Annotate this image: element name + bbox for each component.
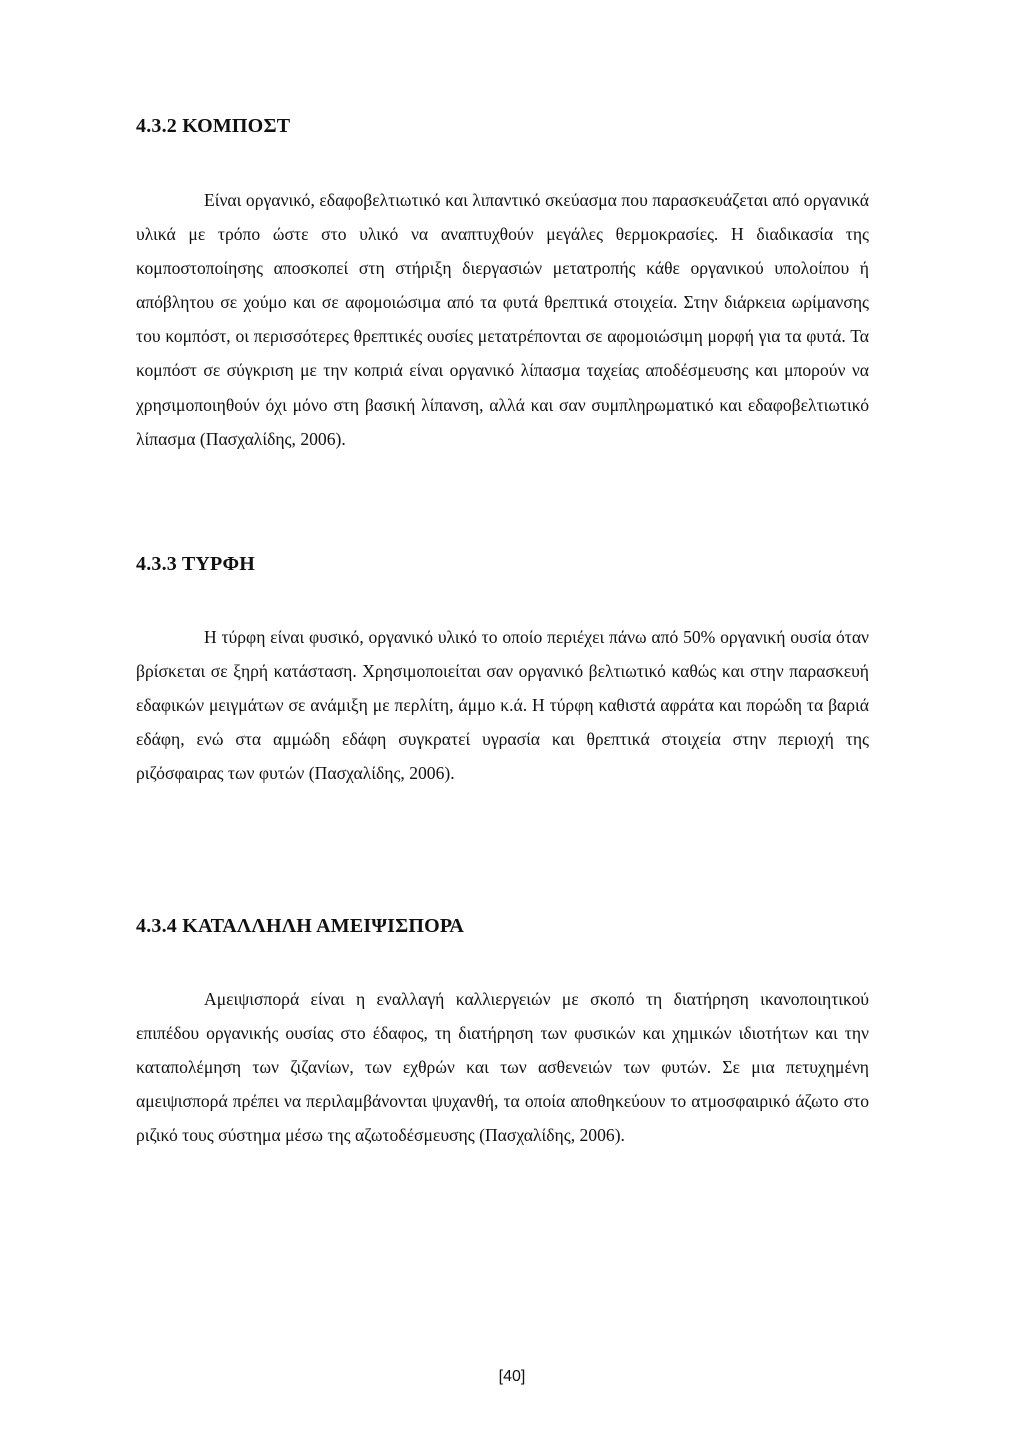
section-heading-compost: 4.3.2 ΚΟΜΠΟΣΤ	[136, 115, 291, 137]
section-body-peat: Η τύρφη είναι φυσικό, οργανικό υλικό το οποίο περιέχει πάνω από 50% οργανική ουσία όταν βρίσκεται σε ξηρή κατάσταση. Χρησιμοποιείται σαν οργανικό βελτιωτικό καθώς και στην παρασκευή εδαφικών μειγμάτων σε ανάμιξη με περλίτη, άμμο κ.ά. Η τύρφη καθιστά αφράτα και πορώδη τα βαριά εδάφη, ενώ στα αμμώδη εδάφη συγκρατεί υγρασία και θρεπτικά στοιχεία στην περιοχή της ριζόσφαιρας των φυτών (Πασχαλίδης, 2006).	[136, 627, 869, 784]
section-body-compost: Είναι οργανικό, εδαφοβελτιωτικό και λιπαντικό σκεύασμα που παρασκευάζεται από οργανικά υλικά με τρόπο ώστε στο υλικό να αναπτυχθούν μεγάλες θερμοκρασίες. Η διαδικασία της κομποστοποίησης αποσκοπεί στη στήριξη διεργασιών μετατροπής κάθε οργανικού υπολοίπου ή απόβλητου σε χούμο και σε αφομοιώσιμα από τα φυτά θρεπτικά στοιχεία. Στην διάρκεια ωρίμανσης του κομπόστ, οι περισσότερες θρεπτικές ουσίες μετατρέπονται σε αφομοιώσιμη μορφή για τα φυτά. Τα κομπόστ σε σύγκριση με την κοπριά είναι οργανικό λίπασμα ταχείας αποδέσμευσης και μπορούν να χρησιμοποιηθούν όχι μόνο στη βασική λίπανση, αλλά και σαν συμπληρωματικό και εδαφοβελτιωτικό λίπασμα (Πασχαλίδης, 2006).	[136, 190, 869, 449]
section-heading-peat: 4.3.3 ΤΥΡΦΗ	[136, 553, 255, 575]
section-body-crop-rotation: Αμειψισπορά είναι η εναλλαγή καλλιεργειών με σκοπό τη διατήρηση ικανοποιητικού επιπέδου οργανικής ουσίας στο έδαφος, τη διατήρηση των φυσικών και χημικών ιδιοτήτων και την καταπολέμηση των ζιζανίων, των εχθρών και των ασθενειών των φυτών. Σε μια πετυχημένη αμειψισπορά πρέπει να περιλαμβάνονται ψυχανθή, τα οποία αποθηκεύουν το ατμοσφαιρικό άζωτο στο ριζικό τους σύστημα μέσω της αζωτοδέσμευσης (Πασχαλίδης, 2006).	[136, 989, 869, 1146]
page-number: [40]	[498, 1368, 526, 1385]
section-heading-crop-rotation: 4.3.4 ΚΑΤΑΛΛΗΛΗ ΑΜΕΙΨΙΣΠΟΡΑ	[136, 915, 465, 937]
